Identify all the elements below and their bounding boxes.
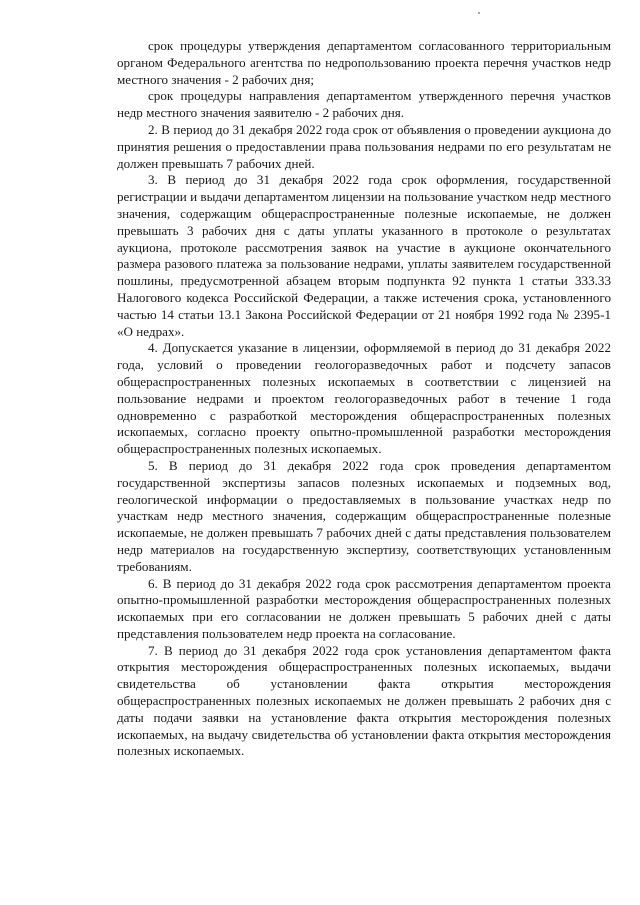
scan-speck <box>478 12 480 14</box>
paragraph-item-7: 7. В период до 31 декабря 2022 года срок установления департаментом факта открытия месторождения общераспространенных полезных ископаемых, выдачи свидетельства об установлении факта открытия месторождения общераспространенных полезных ископаемых не должен превышать 2 рабочих дня с даты подачи заявки на установление факта открытия месторождения полезных ископаемых, на выдачу свидетельства об установлении факта открытия месторождения полезных ископаемых. <box>117 642 611 759</box>
paragraph-approval-deadline: срок процедуры утверждения департаментом согласованного территориальным органом Федерального агентства по недропользованию проекта перечня участков недр местного значения - 2 рабочих дня; <box>117 38 611 87</box>
paragraph-item-2: 2. В период до 31 декабря 2022 года срок от объявления о проведении аукциона до принятия решения о предоставлении права пользования недрами по его результатам не должен превышать 7 рабочих дней. <box>117 121 611 171</box>
paragraph-item-5: 5. В период до 31 декабря 2022 года срок проведения департаментом государственной экспертизы запасов полезных ископаемых и подземных вод, геологической информации о предоставляемых в пользование участках недр по участкам недр местного значения, содержащим общераспространенные полезные ископаемые, не должен превышать 7 рабочих дней с даты представления пользователем недр материалов на государственную экспертизу, соответствующих установленным требованиям. <box>117 457 611 574</box>
paragraph-item-3: 3. В период до 31 декабря 2022 года срок оформления, государственной регистрации и выдачи департаментом лицензии на пользование участком недр местного значения, содержащим общераспространенные полезные ископаемые, не должен превышать 3 рабочих дня с даты уплаты указанного в протоколе о результатах аукциона, протоколе рассмотрения заявок на участие в аукционе окончательного размера разового платежа за пользование недрами, уплаты заявителем государственной пошлины, предусмотренной абзацем вторым подпункта 92 пункта 1 статьи 333.33 Налогового кодекса Российской Федерации, а также истечения срока, установленного частью 14 статьи 13.1 Закона Российской Федерации от 21 ноября 1992 года № 2395-1 «О недрах». <box>117 172 611 339</box>
paragraph-item-4: 4. Допускается указание в лицензии, оформляемой в период до 31 декабря 2022 года, условий о проведении геологоразведочных работ и подсчету запасов общераспространенных полезных ископаемых в соответствии с лицензией на пользование недрами и проектом геологоразведочных работ в течение 1 года одновременно с разработкой месторождения общераспространенных полезных ископаемых, согласно проекту опытно-промышленной разработки месторождения общераспространенных полезных ископаемых. <box>117 340 611 457</box>
paragraph-item-6: 6. В период до 31 декабря 2022 года срок рассмотрения департаментом проекта опытно-промышленной разработки месторождения общераспространенных полезных ископаемых при его согласовании не должен превышать 5 рабочих дней с даты представления пользователем недр проекта на согласование. <box>117 575 611 641</box>
document-body <box>117 38 611 760</box>
paragraph-sending-deadline: срок процедуры направления департаментом утвержденного перечня участков недр местного значения заявителю - 2 рабочих дня. <box>117 88 611 121</box>
